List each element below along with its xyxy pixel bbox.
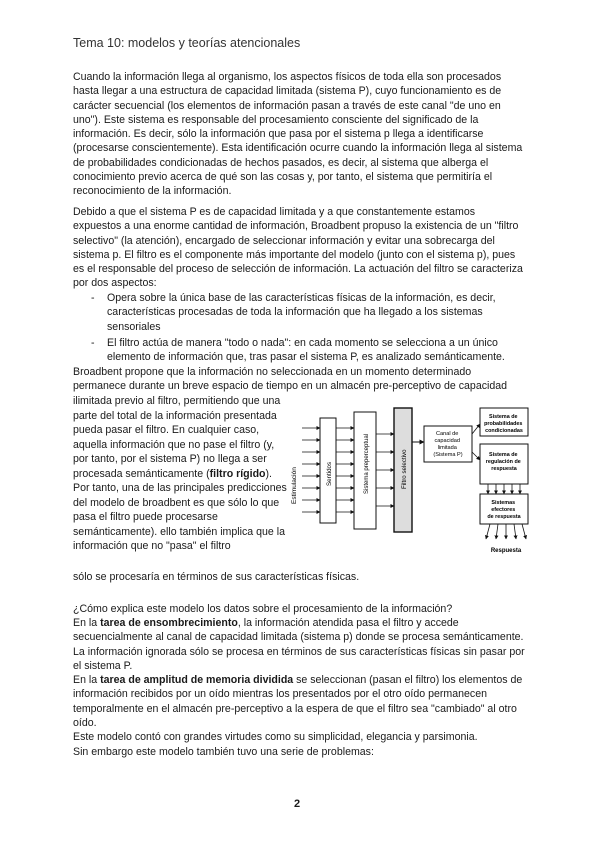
label-respuesta: Respuesta [490, 548, 522, 554]
label-estimulacion: Estimulación [291, 467, 298, 504]
paragraph-3-end: sólo se procesaría en términos de sus características físicas. [73, 571, 360, 583]
paragraph-1: Cuando la información llega al organismo, los aspectos físicos de toda ella son procesados hasta llegar a una estructura de capacidad limitada (sistema P), cuyo funcionamiento es de carácter secuencial (los elementos de información pasan a través de este canal "de uno en uno"). Este sistema es responsable del procesamiento consciente del significado de la información. Es decir, sólo la información que pasa por el sistema p llega a identificarse (procesarse conscientemente). Esta identificación ocurre cuando la información llega al sistema de probabilidades condicionadas de hechos pasados, es decir, al sistema que alberga el conocimiento previo acerca de qué son las cosas y, por tanto, el sistema que permitiría el reconocimiento de la información. [73, 71, 523, 198]
paragraph-5: En la tarea de amplitud de memoria dividida se seleccionan (pasan el filtro) los elementos de información recibidos por un oído mientras los presentados por el otro oído permanecen temporalmente en el almacén pre-perceptivo a la espera de que el filtro sea "cambiado" al otro oído. [73, 674, 523, 729]
paragraph-6: Este modelo contó con grandes virtudes como su simplicidad, elegancia y parsimonia. [73, 731, 478, 743]
bullet-item-2: El filtro actúa de manera "todo o nada": en cada momento se selecciona a un único elemento de información que, tras pasar el sistema P, es analizado semánticamente. [107, 337, 505, 364]
page-number: 2 [294, 798, 301, 810]
svg-text:Sistemas efectores de: Sistemas efectores de respuesta [487, 500, 521, 520]
svg-text:Canal de capacidad lim: Canal de capacidad limitada (Sistema P) [433, 431, 463, 458]
paragraph-3-wrapped: ilimitada previo al filtro, permitiendo que una parte del total de la información presentada pueda pasar el filtro. En cualquier caso, aquella información que no pase el filtro (y, por tanto, por el sistema P) no llega a ser procesada semánticamente (filtro rígido). Por tanto, una de las principales predicciones del modelo de broadbent es que sólo lo que pasa el filtro puede procesarse semánticamente). ello también implica que la información que no "pasa" el filtro [73, 395, 287, 552]
label-sentidos: Sentidos [326, 461, 333, 486]
paragraph-7: Sin embargo este modelo también tuvo una serie de problemas: [73, 746, 374, 758]
label-filtro: Filtro selectivo [401, 449, 408, 489]
svg-text:Sistema de probabilidades: Sistema de probabilidades condicionadas [484, 414, 523, 434]
input-arrows [302, 428, 320, 512]
broadbent-model-diagram [286, 394, 530, 564]
paragraph-2: Debido a que el sistema P es de capacidad limitada y a que constantemente estamos expuestos a una enorme cantidad de información, Broadbent propuso la existencia de un "filtro selectivo" (la atención), encargado de seleccionar información y evitar una sobrecarga del sistema p. El filtro es el componente más importante del modelo (junto con el sistema p), pues es el responsable del proceso de selección de información. La actuación del filtro se caracteriza por dos aspectos: [73, 206, 523, 290]
filtro-rigido-bold: filtro rígido [209, 467, 266, 480]
svg-text:Sistema de regulación de: Sistema de regulación de respuesta [485, 452, 521, 472]
question-line: ¿Cómo explica este modelo los datos sobre el procesamiento de la información? [73, 603, 453, 615]
paragraph-4: En la tarea de ensombrecimiento, la información atendida pasa el filtro y accede secuencialmente al canal de capacidad limitada (sistema p) donde se procesa semánticamente. La información ignorada sólo se procesa en términos de sus características físicas sin pasar por el sistema P. [73, 617, 525, 672]
page-header: Tema 10: modelos y teorías atencionales [73, 36, 301, 50]
bullet-dash-2: - [91, 337, 95, 349]
bullet-item-1: Opera sobre la única base de las características físicas de la información, es decir, características procesadas de toda la información que ha llegado a los sistemas sensoriales [107, 292, 496, 333]
svg-text:Sistema preperceptual [364, 434, 370, 494]
label-almacen: Sistema preperceptual [364, 433, 370, 494]
bullet-dash-1: - [91, 292, 95, 304]
paragraph-3-full: Broadbent propone que la información no seleccionada en un momento determinado permanece durante un breve espacio de tiempo en un almacén pre-perceptivo de capacidad [73, 366, 508, 393]
